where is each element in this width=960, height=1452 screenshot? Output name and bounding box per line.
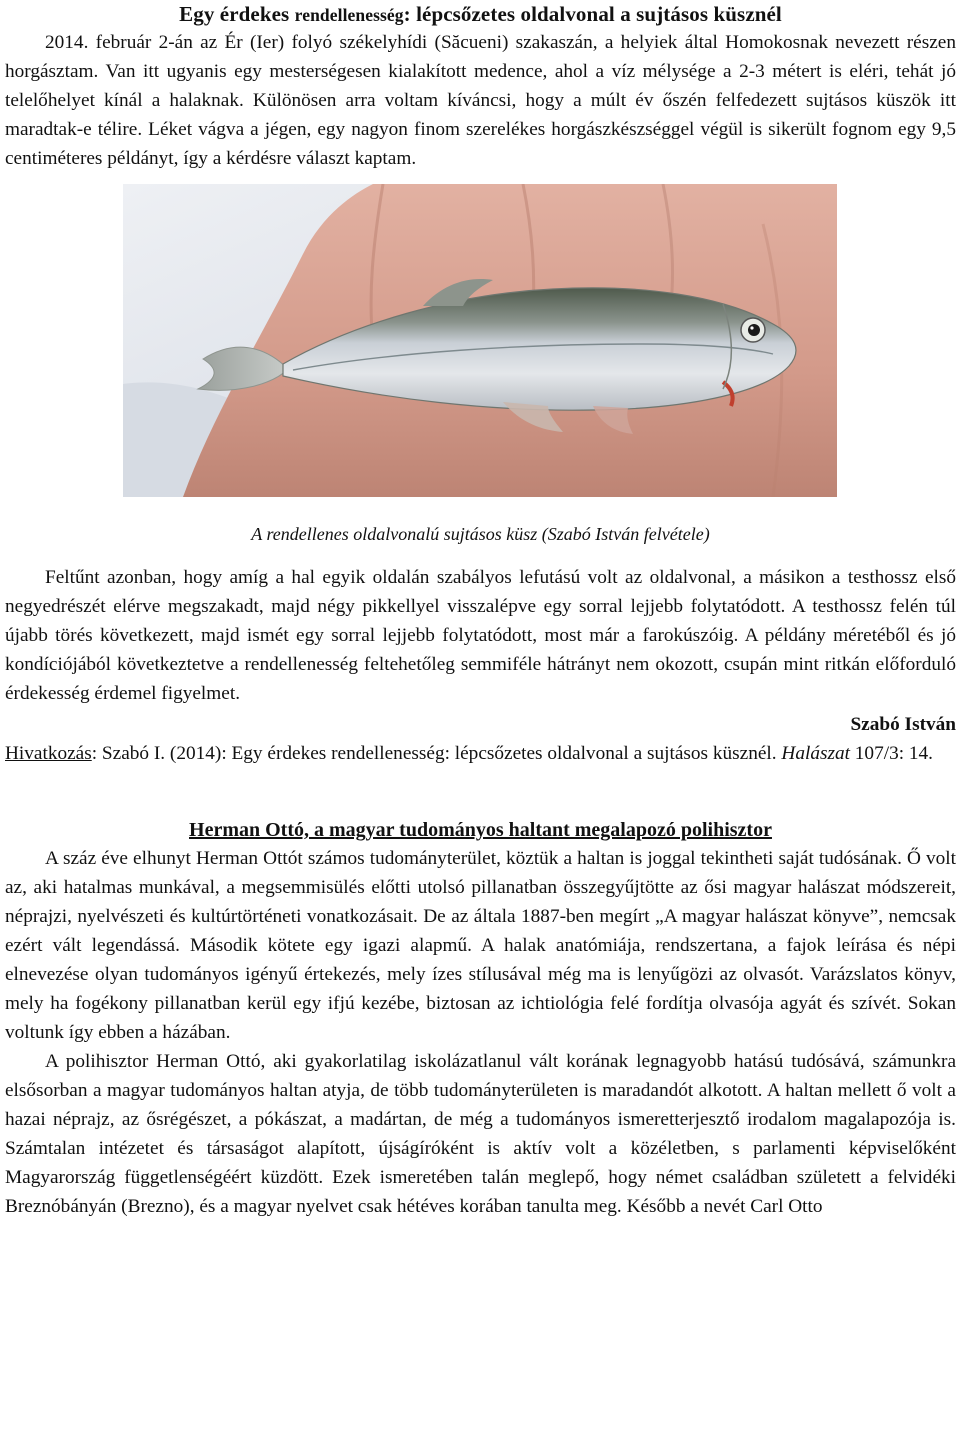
article1-citation: [5, 739, 956, 768]
article1-title-part1: Egy érdekes: [179, 2, 295, 26]
fish-in-hand-image: [123, 184, 837, 497]
article1-intro-paragraph: 2014. február 2-án az Ér (Ier) folyó székelyhídi (Săcueni) szakaszán, a helyiek által Homokosnak nevezett részen horgásztam. Van itt ugyanis egy mesterségesen kialakított medence, ahol a víz mélysége a 2-3 métert is eléri, tehát jó telelőhelyet kínál a halaknak. Különösen arra voltam kíváncsi, hogy a múlt év őszén felfedezett sujtásos küszök itt maradtak-e télire. Léket vágva a jégen, egy nagyon finom szerelékes horgászkészséggel végül is sikerült fognom egy 9,5 centiméteres példányt, így a kérdésre választ kaptam.: [5, 32, 956, 169]
article2-paragraph-1: A száz éve elhunyt Herman Ottót számos tudományterület, köztük a haltan is joggal tekintheti saját tudósának. Ő volt az, aki hatalmas munkával, a megsemmisülés előtti utolsó pillanatban összegyűjtötte az ősi magyar halászat módszereit, néprajzi, nyelvészeti és kultúrtörténeti vonatkozásait. De az általa 1887-ben megírt „A magyar halászat könyve”, nemcsak ezért vált legendássá. Második kötete egy igazi alapmű. A halak anatómiája, rendszertana, a fajok leírása és népi elnevezése olyan tudományos igényű értekezés, mely ízes stílusával még ma is lenyűgözi az olvasót. Varázslatos könyv, mely ha fogékony pillanatban kerül egy ifjú kezébe, biztosan az ichtiológia felé fordítja olvasója agyát és szívét. Sokan voltunk így ebben a házában.: [5, 848, 956, 1043]
article1-title: [5, 0, 956, 28]
article1-signature: Szabó István: [850, 714, 956, 735]
article1-title-part2: : lépcsőzetes oldalvonal a sujtásos küsznél: [403, 2, 782, 26]
fish-photo: [5, 184, 956, 497]
article2-title: Herman Ottó, a magyar tudományos haltant megalapozó polihisztor: [189, 819, 772, 841]
photo-caption: A rendellenes oldalvonalú sujtásos küsz (Szabó István felvétele): [251, 524, 710, 544]
citation-label: Hivatkozás: [5, 743, 92, 764]
article1-body-paragraph: Feltűnt azonban, hogy amíg a hal egyik oldalán szabályos lefutású volt az oldalvonal, a másikon a testhossz első negyedrészét elérve megszakadt, majd négy pikkellyel visszalépve egy sorral lejjebb folytatódott. A testhossz felén túl újabb törés következett, majd ismét egy sorral lejjebb folytatódott, most már a farokúszóig. A példány méretéből és jó kondíciójából következtetve a rendellenesség feltehetőleg semmiféle hátrányt nem okozott, csupán mint ritkán előforduló érdekesség érdemel figyelmet.: [5, 567, 956, 704]
article2-paragraph-2: A polihisztor Herman Ottó, aki gyakorlatilag iskolázatlanul vált korának legnagyobb hatású tudósává, számunkra elsősorban a magyar tudományos haltan atyja, de több tudományterületen is maradandót alkotott. A haltan mellett ő volt a hazai néprajz, az ősrégészet, a pókászat, a madártan, de még a tudományos ismeretterjesztő irodalom magalapozója is. Számtalan intézetet és társaságot alapított, újságíróként is aktív volt a közéletben, s parlamenti képviselőként Magyarország függetlenségéért küzdött. Ezek ismeretében talán meglepő, hogy német családban született a felvidéki Breznóbányán (Brezno), és a magyar nyelvet csak hétéves korában tanulta meg. Később a nevét Carl Otto: [5, 1051, 956, 1217]
citation-text: : Szabó I. (2014): Egy érdekes rendellenesség: lépcsőzetes oldalvonal a sujtásos küsznél.: [91, 743, 782, 764]
article1-title-small: rendellenesség: [294, 5, 404, 25]
citation-journal: Halászat: [781, 743, 850, 764]
citation-volume: 107/3: 14.: [849, 743, 933, 764]
